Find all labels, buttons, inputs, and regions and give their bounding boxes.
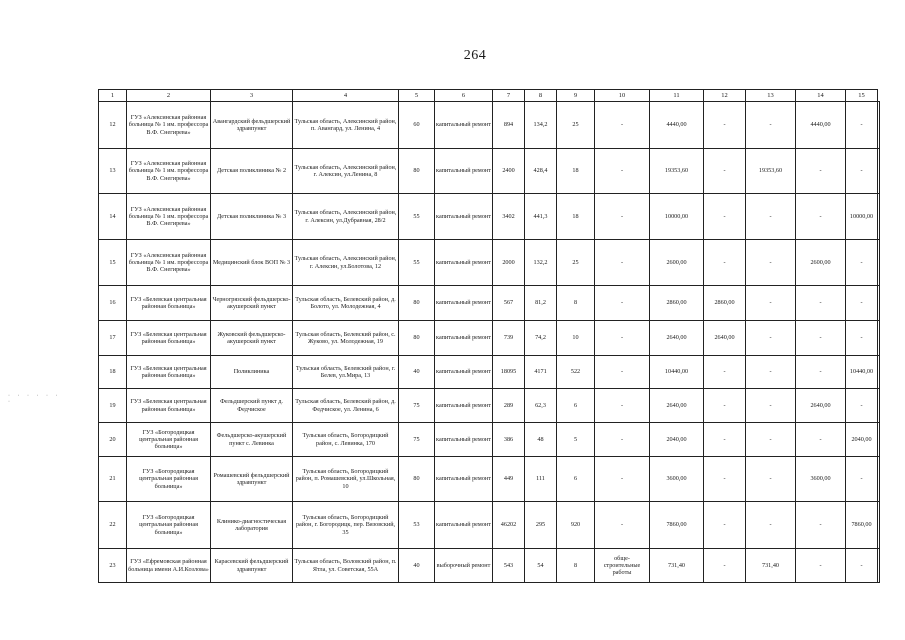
amount-total: 731,40: [650, 549, 704, 583]
value-col4: 80: [399, 457, 435, 502]
amount-col11: -: [704, 102, 746, 149]
value-col15: [878, 102, 880, 149]
value-col4: 40: [399, 549, 435, 583]
amount-col13: -: [796, 423, 846, 457]
value-col7: 48: [525, 423, 557, 457]
work-type: капитальный ремонт: [435, 457, 493, 502]
column-number: 6: [435, 90, 493, 102]
work-type: капитальный ремонт: [435, 423, 493, 457]
amount-col12: -: [746, 457, 796, 502]
address: Тульская область, Белевский район, д. Федчиское, ул. Ленина, 6: [293, 389, 399, 423]
table-row: [99, 423, 880, 457]
amount-col14: -: [846, 457, 878, 502]
column-number: 15: [846, 90, 878, 102]
amount-col11: -: [704, 502, 746, 549]
value-col15: [878, 286, 880, 321]
organization: ГУЗ «Белевская центральная районная больница»: [127, 389, 211, 423]
amount-col14: -: [846, 102, 878, 149]
amount-col14: 7860,00: [846, 502, 878, 549]
table-row: [99, 321, 880, 356]
address: Тульская область, Богородицкий район, г. Богородицк, пер. Вязовский, 35: [293, 502, 399, 549]
organization: ГУЗ «Алексинская районная больница № 1 им. профессора В.Ф. Снегирева»: [127, 102, 211, 149]
object-name: Клинико-диагностическая лаборатория: [211, 502, 293, 549]
value-col4: 53: [399, 502, 435, 549]
organization: ГУЗ «Богородицкая центральная районная больница»: [127, 457, 211, 502]
row-number: 15: [99, 240, 127, 286]
row-number: 23: [99, 549, 127, 583]
value-col8: 18: [557, 149, 595, 194]
value-col7: 81,2: [525, 286, 557, 321]
row-number: 22: [99, 502, 127, 549]
address: Тульская область, Воловский район, п. Ятла, ул. Советская, 55А: [293, 549, 399, 583]
object-name: Фельдшерский пункт д. Федчиское: [211, 389, 293, 423]
value-col4: 55: [399, 240, 435, 286]
amount-col13: -: [796, 286, 846, 321]
value-col8: 25: [557, 240, 595, 286]
value-col15: [878, 389, 880, 423]
amount-col12: -: [746, 102, 796, 149]
organization: ГУЗ «Ефремовская районная больница имени А.И.Козлова»: [127, 549, 211, 583]
work-details: -: [595, 102, 650, 149]
value-col6: 46202: [493, 502, 525, 549]
value-col8: 10: [557, 321, 595, 356]
value-col6: 567: [493, 286, 525, 321]
amount-col14: 10440,00: [846, 356, 878, 389]
value-col7: 74,2: [525, 321, 557, 356]
value-col7: 132,2: [525, 240, 557, 286]
value-col8: 6: [557, 389, 595, 423]
work-type: капитальный ремонт: [435, 194, 493, 240]
amount-col11: -: [704, 240, 746, 286]
column-number: 4: [293, 90, 399, 102]
value-col6: 3402: [493, 194, 525, 240]
work-type: капитальный ремонт: [435, 356, 493, 389]
table-row: [99, 502, 880, 549]
value-col15: [878, 356, 880, 389]
address: Тульская область, Богородицкий район, с. Левинка, 170: [293, 423, 399, 457]
work-details: обще-строительные работы: [595, 549, 650, 583]
value-col7: 428,4: [525, 149, 557, 194]
row-number: 18: [99, 356, 127, 389]
amount-col14: -: [846, 240, 878, 286]
amount-total: 10000,00: [650, 194, 704, 240]
amount-col14: -: [846, 549, 878, 583]
amount-col14: 2040,00: [846, 423, 878, 457]
work-details: -: [595, 356, 650, 389]
amount-col13: -: [796, 194, 846, 240]
work-details: -: [595, 194, 650, 240]
column-number: 10: [595, 90, 650, 102]
object-name: Детская поликлиника № 2: [211, 149, 293, 194]
value-col4: 40: [399, 356, 435, 389]
address: Тульская область, Алексинский район, г. Алексин, ул.Ленина, 8: [293, 149, 399, 194]
table-row: [99, 194, 880, 240]
row-number: 17: [99, 321, 127, 356]
amount-col13: -: [796, 549, 846, 583]
amount-col14: -: [846, 286, 878, 321]
value-col15: [878, 502, 880, 549]
column-number: 1: [99, 90, 127, 102]
table-row: [99, 457, 880, 502]
address: Тульская область, Белевский район, д. Болото, ул. Молодежная, 4: [293, 286, 399, 321]
amount-col12: -: [746, 356, 796, 389]
object-name: Медицинский блок ВОП № 3: [211, 240, 293, 286]
row-number: 20: [99, 423, 127, 457]
column-number: 11: [650, 90, 704, 102]
amount-col11: -: [704, 356, 746, 389]
work-details: -: [595, 457, 650, 502]
amount-col11: -: [704, 549, 746, 583]
value-col6: 739: [493, 321, 525, 356]
address: Тульская область, Белевский район, г. Белев, ул.Мира, 13: [293, 356, 399, 389]
table-row: [99, 149, 880, 194]
organization: ГУЗ «Алексинская районная больница № 1 им. профессора В.Ф. Снегирева»: [127, 240, 211, 286]
table-row: [99, 240, 880, 286]
object-name: Авангардский фельдшерский здравпункт: [211, 102, 293, 149]
table-row: [99, 389, 880, 423]
column-number: 3: [211, 90, 293, 102]
amount-col11: -: [704, 149, 746, 194]
work-details: -: [595, 389, 650, 423]
organization: ГУЗ «Алексинская районная больница № 1 им. профессора В.Ф. Снегирева»: [127, 149, 211, 194]
object-name: Жуковский фельдшерско-акушерский пункт: [211, 321, 293, 356]
work-type: капитальный ремонт: [435, 102, 493, 149]
amount-total: 10440,00: [650, 356, 704, 389]
object-name: Ромашевский фельдшерский здравпункт: [211, 457, 293, 502]
value-col4: 55: [399, 194, 435, 240]
table-row: [99, 356, 880, 389]
column-number: 2: [127, 90, 211, 102]
amount-col11: -: [704, 457, 746, 502]
amount-col11: 2640,00: [704, 321, 746, 356]
value-col8: 920: [557, 502, 595, 549]
column-number: 7: [493, 90, 525, 102]
row-number: 16: [99, 286, 127, 321]
value-col4: 75: [399, 423, 435, 457]
work-type: капитальный ремонт: [435, 502, 493, 549]
amount-col14: -: [846, 321, 878, 356]
value-col7: 62,3: [525, 389, 557, 423]
amount-col12: -: [746, 321, 796, 356]
amount-col13: 2600,00: [796, 240, 846, 286]
amount-col12: 731,40: [746, 549, 796, 583]
amount-col12: -: [746, 389, 796, 423]
value-col15: [878, 457, 880, 502]
address: Тульская область, Алексинский район, г. Алексин, ул.Дубравная, 28/2: [293, 194, 399, 240]
amount-col13: -: [796, 502, 846, 549]
value-col8: 522: [557, 356, 595, 389]
amount-total: 2600,00: [650, 240, 704, 286]
value-col6: 18095: [493, 356, 525, 389]
object-name: Черногрязский фельдшерско-акушерский пункт: [211, 286, 293, 321]
value-col7: 134,2: [525, 102, 557, 149]
value-col7: 295: [525, 502, 557, 549]
work-details: -: [595, 423, 650, 457]
amount-col12: -: [746, 194, 796, 240]
object-name: Поликлиника: [211, 356, 293, 389]
organization: ГУЗ «Алексинская районная больница № 1 им. профессора В.Ф. Снегирева»: [127, 194, 211, 240]
work-details: -: [595, 149, 650, 194]
value-col7: 54: [525, 549, 557, 583]
work-details: -: [595, 321, 650, 356]
organization: ГУЗ «Белевская центральная районная больница»: [127, 286, 211, 321]
work-details: -: [595, 286, 650, 321]
organization: ГУЗ «Богородицкая центральная районная больница»: [127, 423, 211, 457]
amount-col14: -: [846, 389, 878, 423]
value-col4: 80: [399, 286, 435, 321]
amount-total: 19353,60: [650, 149, 704, 194]
row-number: 12: [99, 102, 127, 149]
address: Тульская область, Алексинский район, п. Авангард, ул. Ленина, 4: [293, 102, 399, 149]
value-col4: 80: [399, 149, 435, 194]
address: Тульская область, Богородицкий район, п. Ромашевский, ул.Школьная, 10: [293, 457, 399, 502]
column-number: 13: [746, 90, 796, 102]
object-name: Фельдшерско-акушерский пункт с. Левинка: [211, 423, 293, 457]
organization: ГУЗ «Богородицкая центральная районная больница»: [127, 502, 211, 549]
value-col6: 449: [493, 457, 525, 502]
amount-col12: -: [746, 423, 796, 457]
amount-col14: -: [846, 149, 878, 194]
amount-col13: 3600,00: [796, 457, 846, 502]
value-col15: [878, 194, 880, 240]
amount-total: 4440,00: [650, 102, 704, 149]
column-number: 9: [557, 90, 595, 102]
value-col7: 111: [525, 457, 557, 502]
work-type: капитальный ремонт: [435, 286, 493, 321]
amount-col13: 2640,00: [796, 389, 846, 423]
amount-col11: 2860,00: [704, 286, 746, 321]
value-col8: 8: [557, 286, 595, 321]
value-col6: 894: [493, 102, 525, 149]
value-col8: 8: [557, 549, 595, 583]
work-type: выборочный ремонт: [435, 549, 493, 583]
work-details: -: [595, 240, 650, 286]
value-col8: 5: [557, 423, 595, 457]
amount-col11: -: [704, 194, 746, 240]
amount-col12: -: [746, 502, 796, 549]
column-number: 8: [525, 90, 557, 102]
value-col8: 18: [557, 194, 595, 240]
value-col8: 6: [557, 457, 595, 502]
objects-table: [98, 89, 880, 583]
work-type: капитальный ремонт: [435, 321, 493, 356]
value-col6: 543: [493, 549, 525, 583]
value-col4: 80: [399, 321, 435, 356]
address: Тульская область, Алексинский район, г. Алексин, ул.Болотова, 12: [293, 240, 399, 286]
column-number: 12: [704, 90, 746, 102]
address: Тульская область, Белевский район, с. Жуково, ул. Молодежная, 19: [293, 321, 399, 356]
amount-col13: -: [796, 149, 846, 194]
value-col15: [878, 423, 880, 457]
amount-col11: -: [704, 423, 746, 457]
column-number-row: [99, 90, 880, 102]
value-col15: [878, 321, 880, 356]
amount-col13: -: [796, 321, 846, 356]
scan-artifact: · · · · · · ·: [8, 393, 61, 405]
page-number: 264: [463, 48, 487, 63]
organization: ГУЗ «Белевская центральная районная больница»: [127, 356, 211, 389]
amount-total: 2860,00: [650, 286, 704, 321]
organization: ГУЗ «Белевская центральная районная больница»: [127, 321, 211, 356]
amount-total: 2640,00: [650, 389, 704, 423]
amount-col12: -: [746, 240, 796, 286]
value-col15: [878, 149, 880, 194]
value-col4: 60: [399, 102, 435, 149]
amount-col12: -: [746, 286, 796, 321]
value-col6: 386: [493, 423, 525, 457]
value-col6: 2000: [493, 240, 525, 286]
amount-col11: -: [704, 389, 746, 423]
row-number: 19: [99, 389, 127, 423]
work-type: капитальный ремонт: [435, 389, 493, 423]
amount-total: 2640,00: [650, 321, 704, 356]
work-details: -: [595, 502, 650, 549]
table-row: [99, 286, 880, 321]
amount-col14: 10000,00: [846, 194, 878, 240]
value-col15: [878, 240, 880, 286]
row-number: 14: [99, 194, 127, 240]
amount-total: 7860,00: [650, 502, 704, 549]
value-col6: 289: [493, 389, 525, 423]
amount-total: 2040,00: [650, 423, 704, 457]
table-row: [99, 102, 880, 149]
table-row: [99, 549, 880, 583]
column-number: 14: [796, 90, 846, 102]
amount-col12: 19353,60: [746, 149, 796, 194]
row-number: 13: [99, 149, 127, 194]
value-col4: 75: [399, 389, 435, 423]
value-col8: 25: [557, 102, 595, 149]
row-number: 21: [99, 457, 127, 502]
column-number: 5: [399, 90, 435, 102]
amount-col13: -: [796, 356, 846, 389]
value-col6: 2400: [493, 149, 525, 194]
value-col7: 4171: [525, 356, 557, 389]
object-name: Детская поликлиника № 3: [211, 194, 293, 240]
value-col15: [878, 549, 880, 583]
work-type: капитальный ремонт: [435, 240, 493, 286]
amount-col13: 4440,00: [796, 102, 846, 149]
value-col7: 441,3: [525, 194, 557, 240]
amount-total: 3600,00: [650, 457, 704, 502]
work-type: капитальный ремонт: [435, 149, 493, 194]
object-name: Карасевский фельдшерский здравпункт: [211, 549, 293, 583]
